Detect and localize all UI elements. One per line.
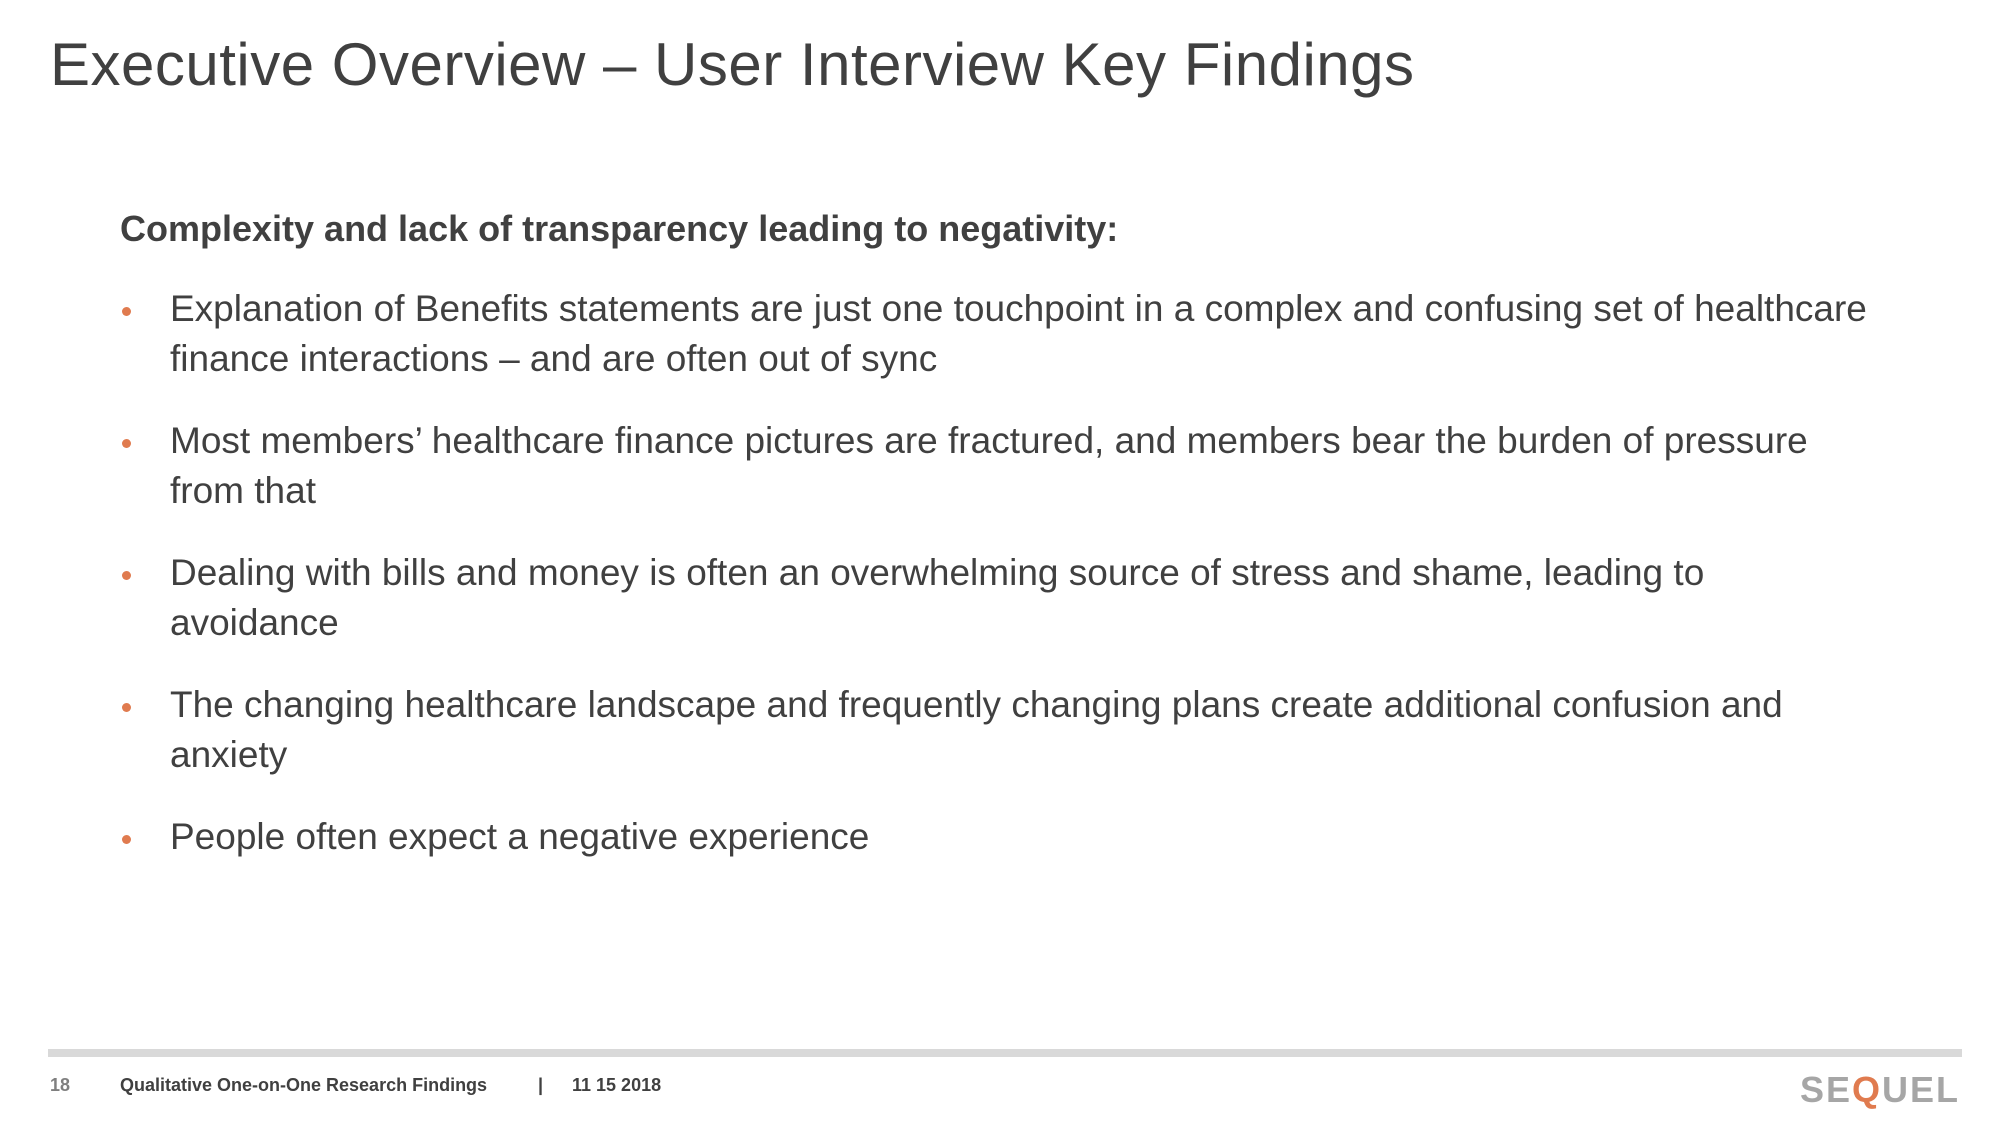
- bullet-icon: [122, 835, 131, 844]
- bullet-icon: [122, 439, 131, 448]
- footer-separator: |: [538, 1075, 544, 1095]
- slide-footer: [0, 1069, 2000, 1115]
- findings-list: [120, 284, 1880, 894]
- finding-text: People often expect a negative experience: [170, 816, 870, 857]
- report-title: Qualitative One-on-One Research Findings: [120, 1075, 488, 1095]
- finding-text: Most members’ healthcare finance pictures are fractured, and members bear the burden of pressure from that: [170, 420, 1808, 511]
- finding-text: Dealing with bills and money is often an overwhelming source of stress and shame, leading to avoidance: [170, 552, 1705, 643]
- section-heading: Complexity and lack of transparency leading to negativity:: [120, 208, 1119, 249]
- finding-item: [120, 548, 1880, 648]
- finding-item: [120, 284, 1880, 384]
- finding-item: [120, 812, 1880, 862]
- finding-text: Explanation of Benefits statements are just one touchpoint in a complex and confusing set of healthcare finance interactions – and are often out of sync: [170, 288, 1867, 379]
- logo-text-part: SE: [1799, 1069, 1852, 1110]
- bullet-icon: [122, 307, 131, 316]
- logo-text-part: UEL: [1882, 1069, 1960, 1110]
- slide-title: Executive Overview – User Interview Key Findings: [50, 31, 1415, 98]
- report-date: 11 15 2018: [572, 1075, 662, 1095]
- bullet-icon: [122, 703, 131, 712]
- logo-text-accent: Q: [1851, 1069, 1882, 1110]
- sequel-logo: [1800, 1069, 1960, 1111]
- finding-item: [120, 416, 1880, 516]
- finding-item: [120, 680, 1880, 780]
- page-number: 18: [50, 1075, 71, 1095]
- bullet-icon: [122, 571, 131, 580]
- finding-text: The changing healthcare landscape and frequently changing plans create additional confusion and anxiety: [170, 684, 1783, 775]
- footer-divider: [48, 1049, 1962, 1057]
